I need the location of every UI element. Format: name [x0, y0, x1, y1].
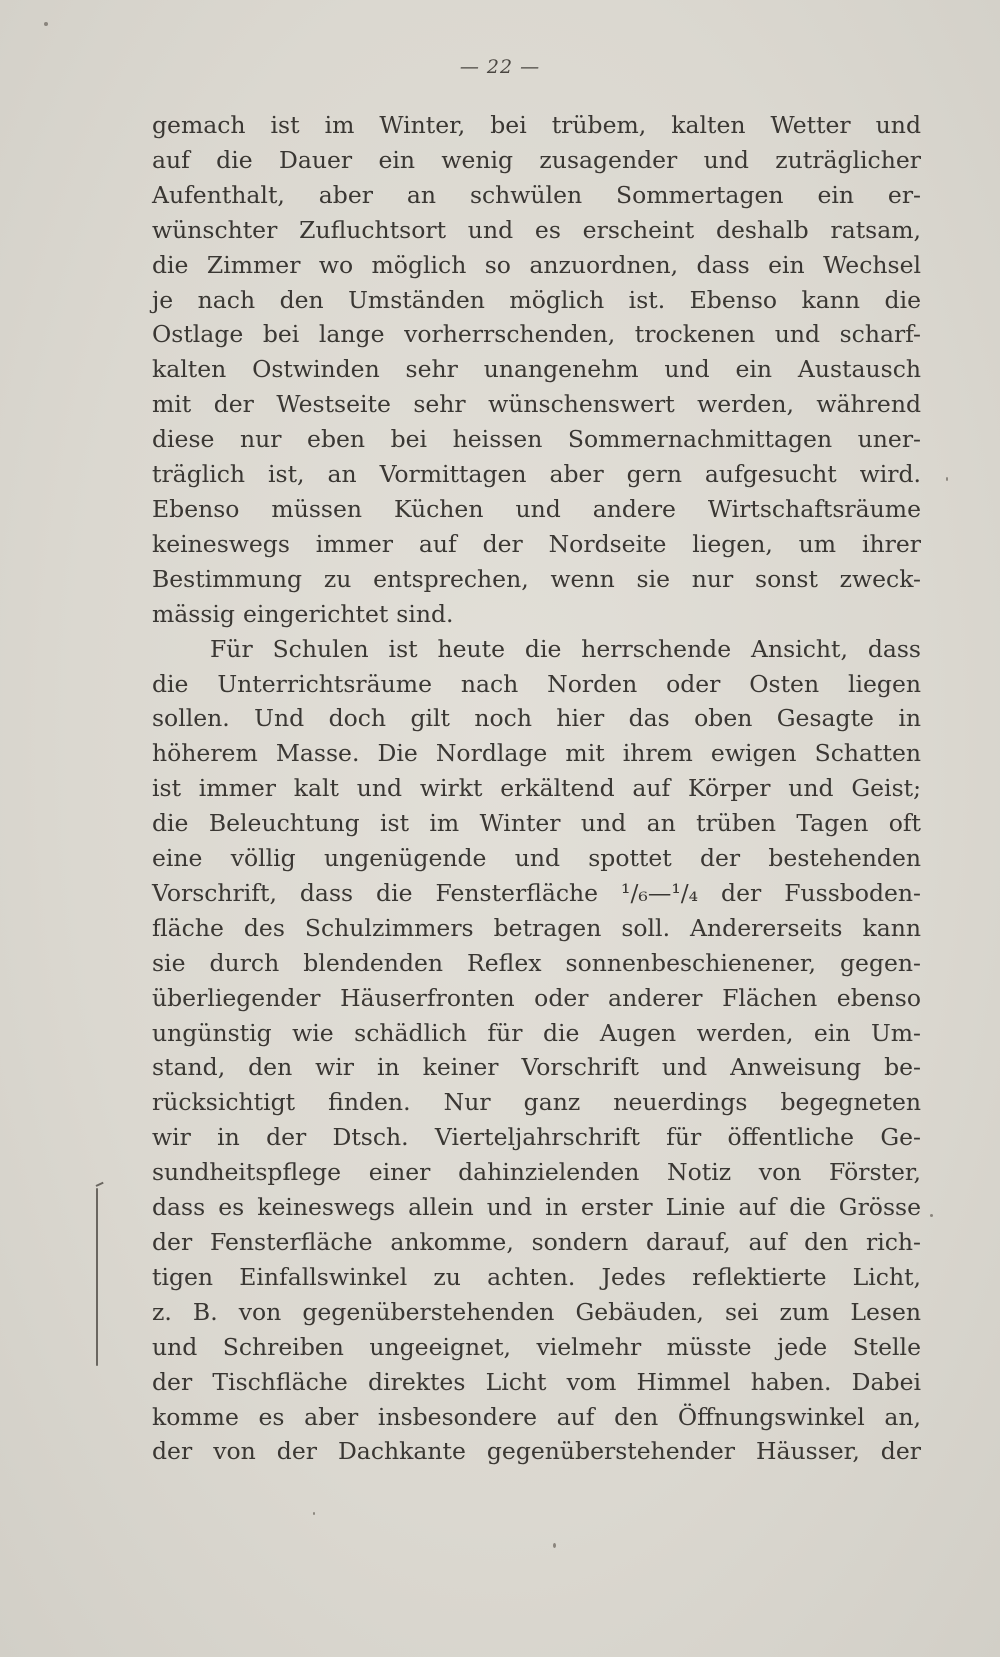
text-line: träglich ist, an Vormittagen aber gern aufgesucht wird.: [152, 460, 921, 489]
paper-speck: [313, 1512, 315, 1515]
margin-pencil-mark: [96, 1182, 104, 1187]
text-line: komme es aber insbesondere auf den Öffnungswinkel an,: [152, 1402, 921, 1431]
text-line: Bestimmung zu entsprechen, wenn sie nur sonst zweck-: [152, 564, 921, 593]
text-line: eine völlig ungenügende und spottet der bestehenden: [152, 844, 921, 873]
margin-pencil-line: [96, 1188, 98, 1366]
text-line: mässig eingerichtet sind.: [152, 599, 454, 628]
paper-speck: [553, 1543, 556, 1548]
text-line: Aufenthalt, aber an schwülen Sommertagen ein er-: [152, 180, 921, 209]
paper-speck: [930, 1214, 933, 1217]
text-line: der von der Dachkante gegenüberstehender Häusser, der: [152, 1437, 921, 1466]
page-number: — 22 —: [459, 56, 541, 78]
text-line: sie durch blendenden Reflex sonnenbeschienener, gegen-: [152, 948, 921, 977]
text-line: der Tischfläche direktes Licht vom Himmel haben. Dabei: [152, 1367, 921, 1396]
text-line: die Zimmer wo möglich so anzuordnen, dass ein Wechsel: [152, 250, 921, 279]
text-line: diese nur eben bei heissen Sommernachmittagen uner-: [152, 425, 921, 454]
text-line: überliegender Häuserfronten oder anderer Flächen ebenso: [152, 983, 921, 1012]
text-line: und Schreiben ungeeignet, vielmehr müsste jede Stelle: [152, 1332, 921, 1361]
text-line: z. B. von gegenüberstehenden Gebäuden, sei zum Lesen: [152, 1297, 921, 1326]
text-line: die Beleuchtung ist im Winter und an trüben Tagen oft: [152, 809, 921, 838]
paragraph-1: [152, 108, 921, 632]
text-line: Vorschrift, dass die Fensterfläche ¹/₆—¹/₄ der Fussboden-: [152, 878, 921, 907]
text-line: wir in der Dtsch. Vierteljahrschrift für öffentliche Ge-: [152, 1123, 921, 1152]
text-line: ist immer kalt und wirkt erkältend auf Körper und Geist;: [152, 774, 921, 803]
text-line: keineswegs immer auf der Nordseite liegen, um ihrer: [152, 529, 921, 558]
body-text: [152, 108, 921, 1469]
text-line: dass es keineswegs allein und in erster Linie auf die Grösse: [152, 1193, 921, 1222]
paragraph-2: [152, 632, 921, 1470]
text-line: stand, den wir in keiner Vorschrift und Anweisung be-: [152, 1053, 921, 1082]
paper-speck: [44, 22, 48, 26]
text-line: je nach den Umständen möglich ist. Ebenso kann die: [152, 285, 921, 314]
text-line: Für Schulen ist heute die herrschende Ansicht, dass: [210, 634, 921, 663]
text-line: rücksichtigt finden. Nur ganz neuerdings begegneten: [152, 1088, 921, 1117]
paper-speck: [946, 477, 948, 481]
text-line: auf die Dauer ein wenig zusagender und zuträglicher: [152, 145, 921, 174]
text-line: sollen. Und doch gilt noch hier das oben Gesagte in: [152, 704, 921, 733]
text-line: tigen Einfallswinkel zu achten. Jedes reflektierte Licht,: [152, 1262, 921, 1291]
text-line: sundheitspflege einer dahinzielenden Notiz von Förster,: [152, 1158, 921, 1187]
text-line: fläche des Schulzimmers betragen soll. Andererseits kann: [152, 913, 921, 942]
text-line: höherem Masse. Die Nordlage mit ihrem ewigen Schatten: [152, 739, 921, 768]
text-line: die Unterrichtsräume nach Norden oder Osten liegen: [152, 669, 921, 698]
text-line: gemach ist im Winter, bei trübem, kalten Wetter und: [152, 111, 921, 139]
text-line: der Fensterfläche ankomme, sondern darauf, auf den rich-: [152, 1228, 921, 1256]
text-line: ungünstig wie schädlich für die Augen werden, ein Um-: [152, 1018, 921, 1047]
text-line: mit der Westseite sehr wünschenswert werden, während: [152, 390, 921, 419]
text-line: kalten Ostwinden sehr unangenehm und ein Austausch: [152, 355, 921, 384]
text-line: Ostlage bei lange vorherrschenden, trockenen und scharf-: [152, 320, 921, 349]
text-line: wünschter Zufluchtsort und es erscheint deshalb ratsam,: [152, 215, 921, 244]
text-line: Ebenso müssen Küchen und andere Wirtschaftsräume: [152, 494, 921, 523]
